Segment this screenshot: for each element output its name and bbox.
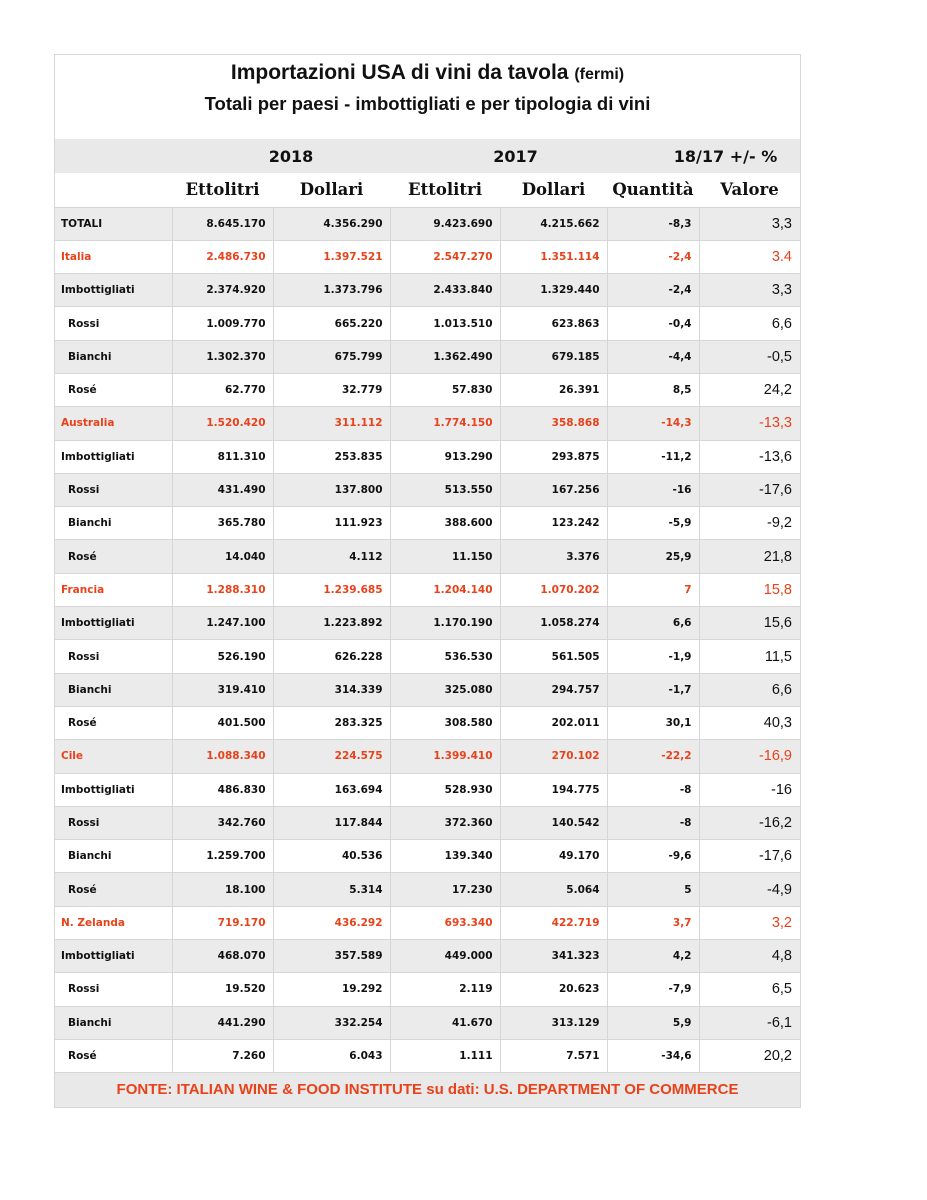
table-row: [55, 840, 800, 873]
title-block: [55, 55, 800, 139]
cell-value: 1.013.510: [390, 307, 500, 340]
cell-value: -8: [607, 806, 699, 839]
cell-value: 293.875: [500, 440, 607, 473]
cell-value: 388.600: [390, 507, 500, 540]
cell-value: 253.835: [273, 440, 390, 473]
cell-value: 401.500: [172, 706, 273, 739]
cell-value: 26.391: [500, 373, 607, 406]
cell-value: 7.571: [500, 1039, 607, 1072]
cell-value: 4.215.662: [500, 207, 607, 240]
table-row: [55, 407, 800, 440]
cell-value: 20.623: [500, 973, 607, 1006]
cell-value: 6,5: [699, 973, 800, 1006]
cell-value: 1.774.150: [390, 407, 500, 440]
cell-value: -0,4: [607, 307, 699, 340]
cell-value: -2,4: [607, 274, 699, 307]
cell-value: 139.340: [390, 840, 500, 873]
table-row: [55, 973, 800, 1006]
cell-value: 8,5: [607, 373, 699, 406]
cell-value: 1.397.521: [273, 240, 390, 273]
cell-value: 49.170: [500, 840, 607, 873]
source-note: FONTE: ITALIAN WINE & FOOD INSTITUTE su dati: U.S. DEPARTMENT OF COMMERCE: [55, 1073, 800, 1108]
row-label: Imbottigliati: [55, 607, 172, 640]
row-label: Bianchi: [55, 840, 172, 873]
cell-value: 19.520: [172, 973, 273, 1006]
cell-value: 4,8: [699, 940, 800, 973]
cell-value: 719.170: [172, 906, 273, 939]
cell-value: 224.575: [273, 740, 390, 773]
cell-value: 319.410: [172, 673, 273, 706]
cell-value: 6,6: [607, 607, 699, 640]
table-row: [55, 873, 800, 906]
cell-value: -9,6: [607, 840, 699, 873]
cell-value: 1.170.190: [390, 607, 500, 640]
cell-value: 41.670: [390, 1006, 500, 1039]
cell-value: 1.070.202: [500, 573, 607, 606]
cell-value: 1.247.100: [172, 607, 273, 640]
cell-value: 7: [607, 573, 699, 606]
cell-value: 1.088.340: [172, 740, 273, 773]
col-header-dollari-2017: Dollari: [500, 173, 607, 207]
cell-value: 111.923: [273, 507, 390, 540]
cell-value: 32.779: [273, 373, 390, 406]
main-title: [55, 59, 800, 89]
cell-value: 25,9: [607, 540, 699, 573]
cell-value: 1.520.420: [172, 407, 273, 440]
cell-value: 1.009.770: [172, 307, 273, 340]
year-header-row: [55, 139, 800, 173]
col-header-ettolitri-2017: Ettolitri: [390, 173, 500, 207]
table-row: [55, 740, 800, 773]
cell-value: -7,9: [607, 973, 699, 1006]
cell-value: 2.119: [390, 973, 500, 1006]
cell-value: -1,9: [607, 640, 699, 673]
row-label: Bianchi: [55, 1006, 172, 1039]
cell-value: 623.863: [500, 307, 607, 340]
table-row: [55, 673, 800, 706]
table-row: [55, 307, 800, 340]
cell-value: 1.259.700: [172, 840, 273, 873]
cell-value: 1.239.685: [273, 573, 390, 606]
table-row: [55, 1006, 800, 1039]
cell-value: 3,2: [699, 906, 800, 939]
cell-value: 486.830: [172, 773, 273, 806]
cell-value: 202.011: [500, 706, 607, 739]
cell-value: 528.930: [390, 773, 500, 806]
cell-value: 7.260: [172, 1039, 273, 1072]
row-label: Bianchi: [55, 507, 172, 540]
cell-value: 6,6: [699, 307, 800, 340]
table-row: [55, 373, 800, 406]
cell-value: 19.292: [273, 973, 390, 1006]
cell-value: 311.112: [273, 407, 390, 440]
cell-value: 308.580: [390, 706, 500, 739]
cell-value: 17.230: [390, 873, 500, 906]
row-label: Rosé: [55, 1039, 172, 1072]
cell-value: 468.070: [172, 940, 273, 973]
cell-value: 30,1: [607, 706, 699, 739]
table-row: [55, 806, 800, 839]
data-table: [55, 139, 800, 1073]
cell-value: 679.185: [500, 340, 607, 373]
row-label: Imbottigliati: [55, 940, 172, 973]
cell-value: -17,6: [699, 473, 800, 506]
cell-value: 536.530: [390, 640, 500, 673]
year-2018-header: 2018: [172, 139, 390, 173]
cell-value: 40,3: [699, 706, 800, 739]
cell-value: -6,1: [699, 1006, 800, 1039]
row-label: Francia: [55, 573, 172, 606]
cell-value: 626.228: [273, 640, 390, 673]
cell-value: 341.323: [500, 940, 607, 973]
cell-value: 4.112: [273, 540, 390, 573]
cell-value: 441.290: [172, 1006, 273, 1039]
cell-value: 357.589: [273, 940, 390, 973]
row-label: Imbottigliati: [55, 773, 172, 806]
cell-value: 2.486.730: [172, 240, 273, 273]
year-header-blank: [55, 139, 172, 173]
cell-value: 5,9: [607, 1006, 699, 1039]
table-row: [55, 440, 800, 473]
cell-value: 3.4: [699, 240, 800, 273]
cell-value: 24,2: [699, 373, 800, 406]
cell-value: 1.058.274: [500, 607, 607, 640]
cell-value: 5.314: [273, 873, 390, 906]
cell-value: 2.374.920: [172, 274, 273, 307]
variation-header: 18/17 +/- %: [607, 139, 800, 173]
cell-value: -14,3: [607, 407, 699, 440]
cell-value: 313.129: [500, 1006, 607, 1039]
cell-value: 117.844: [273, 806, 390, 839]
cell-value: 15,6: [699, 607, 800, 640]
row-label: Cile: [55, 740, 172, 773]
cell-value: 561.505: [500, 640, 607, 673]
col-header-dollari-2018: Dollari: [273, 173, 390, 207]
cell-value: -8,3: [607, 207, 699, 240]
row-label: Rosé: [55, 540, 172, 573]
cell-value: -8: [607, 773, 699, 806]
cell-value: 11.150: [390, 540, 500, 573]
table-row: [55, 607, 800, 640]
cell-value: 1.351.114: [500, 240, 607, 273]
row-label: Imbottigliati: [55, 440, 172, 473]
cell-value: 675.799: [273, 340, 390, 373]
cell-value: -2,4: [607, 240, 699, 273]
cell-value: -16: [699, 773, 800, 806]
row-label: Rossi: [55, 307, 172, 340]
cell-value: 294.757: [500, 673, 607, 706]
cell-value: 431.490: [172, 473, 273, 506]
main-title-text: Importazioni USA di vini da tavola: [230, 61, 569, 84]
cell-value: 5.064: [500, 873, 607, 906]
cell-value: -4,4: [607, 340, 699, 373]
main-title-qualifier: (fermi): [574, 66, 625, 83]
cell-value: 372.360: [390, 806, 500, 839]
cell-value: -11,2: [607, 440, 699, 473]
cell-value: -34,6: [607, 1039, 699, 1072]
table-row: [55, 240, 800, 273]
row-label: Bianchi: [55, 673, 172, 706]
row-label: Australia: [55, 407, 172, 440]
cell-value: -13,3: [699, 407, 800, 440]
cell-value: 15,8: [699, 573, 800, 606]
cell-value: 436.292: [273, 906, 390, 939]
table-row: [55, 207, 800, 240]
row-label: TOTALI: [55, 207, 172, 240]
table-row: [55, 1039, 800, 1072]
cell-value: 332.254: [273, 1006, 390, 1039]
cell-value: 140.542: [500, 806, 607, 839]
table-row: [55, 507, 800, 540]
table-row: [55, 906, 800, 939]
cell-value: 1.223.892: [273, 607, 390, 640]
cell-value: 11,5: [699, 640, 800, 673]
cell-value: 6,6: [699, 673, 800, 706]
cell-value: -4,9: [699, 873, 800, 906]
cell-value: 2.547.270: [390, 240, 500, 273]
cell-value: -5,9: [607, 507, 699, 540]
table-row: [55, 706, 800, 739]
row-label: Rosé: [55, 373, 172, 406]
cell-value: 1.329.440: [500, 274, 607, 307]
row-label: Italia: [55, 240, 172, 273]
cell-value: 20,2: [699, 1039, 800, 1072]
cell-value: 358.868: [500, 407, 607, 440]
cell-value: -1,7: [607, 673, 699, 706]
cell-value: 913.290: [390, 440, 500, 473]
cell-value: 449.000: [390, 940, 500, 973]
row-label: Rossi: [55, 473, 172, 506]
cell-value: 137.800: [273, 473, 390, 506]
row-label: N. Zelanda: [55, 906, 172, 939]
cell-value: 422.719: [500, 906, 607, 939]
cell-value: -9,2: [699, 507, 800, 540]
column-header-blank: [55, 173, 172, 207]
cell-value: 1.204.140: [390, 573, 500, 606]
cell-value: 526.190: [172, 640, 273, 673]
wine-imports-table-frame: [54, 54, 801, 1108]
cell-value: 57.830: [390, 373, 500, 406]
table-row: [55, 540, 800, 573]
cell-value: 3,3: [699, 207, 800, 240]
cell-value: 365.780: [172, 507, 273, 540]
row-label: Bianchi: [55, 340, 172, 373]
row-label: Rossi: [55, 640, 172, 673]
cell-value: 1.111: [390, 1039, 500, 1072]
cell-value: 270.102: [500, 740, 607, 773]
cell-value: 194.775: [500, 773, 607, 806]
cell-value: 3.376: [500, 540, 607, 573]
table-row: [55, 340, 800, 373]
cell-value: 163.694: [273, 773, 390, 806]
cell-value: 4,2: [607, 940, 699, 973]
cell-value: 1.399.410: [390, 740, 500, 773]
col-header-quantita: Quantità: [607, 173, 699, 207]
cell-value: 1.288.310: [172, 573, 273, 606]
cell-value: 314.339: [273, 673, 390, 706]
cell-value: 3,3: [699, 274, 800, 307]
cell-value: 283.325: [273, 706, 390, 739]
cell-value: 9.423.690: [390, 207, 500, 240]
row-label: Rosé: [55, 873, 172, 906]
table-row: [55, 640, 800, 673]
cell-value: 1.302.370: [172, 340, 273, 373]
row-label: Imbottigliati: [55, 274, 172, 307]
cell-value: -22,2: [607, 740, 699, 773]
cell-value: 167.256: [500, 473, 607, 506]
cell-value: 3,7: [607, 906, 699, 939]
cell-value: 62.770: [172, 373, 273, 406]
column-header-row: [55, 173, 800, 207]
cell-value: -16,9: [699, 740, 800, 773]
col-header-valore: Valore: [699, 173, 800, 207]
cell-value: 1.362.490: [390, 340, 500, 373]
cell-value: 40.536: [273, 840, 390, 873]
cell-value: 1.373.796: [273, 274, 390, 307]
cell-value: 21,8: [699, 540, 800, 573]
cell-value: -16: [607, 473, 699, 506]
cell-value: 123.242: [500, 507, 607, 540]
row-label: Rossi: [55, 806, 172, 839]
cell-value: 513.550: [390, 473, 500, 506]
table-row: [55, 940, 800, 973]
table-row: [55, 274, 800, 307]
cell-value: 811.310: [172, 440, 273, 473]
cell-value: 5: [607, 873, 699, 906]
col-header-ettolitri-2018: Ettolitri: [172, 173, 273, 207]
cell-value: -0,5: [699, 340, 800, 373]
cell-value: -13,6: [699, 440, 800, 473]
table-row: [55, 473, 800, 506]
cell-value: 6.043: [273, 1039, 390, 1072]
cell-value: 665.220: [273, 307, 390, 340]
cell-value: 2.433.840: [390, 274, 500, 307]
row-label: Rosé: [55, 706, 172, 739]
cell-value: -16,2: [699, 806, 800, 839]
cell-value: 4.356.290: [273, 207, 390, 240]
cell-value: 693.340: [390, 906, 500, 939]
cell-value: 325.080: [390, 673, 500, 706]
year-2017-header: 2017: [390, 139, 607, 173]
cell-value: 8.645.170: [172, 207, 273, 240]
cell-value: 14.040: [172, 540, 273, 573]
table-row: [55, 573, 800, 606]
row-label: Rossi: [55, 973, 172, 1006]
cell-value: -17,6: [699, 840, 800, 873]
subtitle: Totali per paesi - imbottigliati e per tipologia di vini: [204, 93, 651, 114]
cell-value: 342.760: [172, 806, 273, 839]
cell-value: 18.100: [172, 873, 273, 906]
table-row: [55, 773, 800, 806]
